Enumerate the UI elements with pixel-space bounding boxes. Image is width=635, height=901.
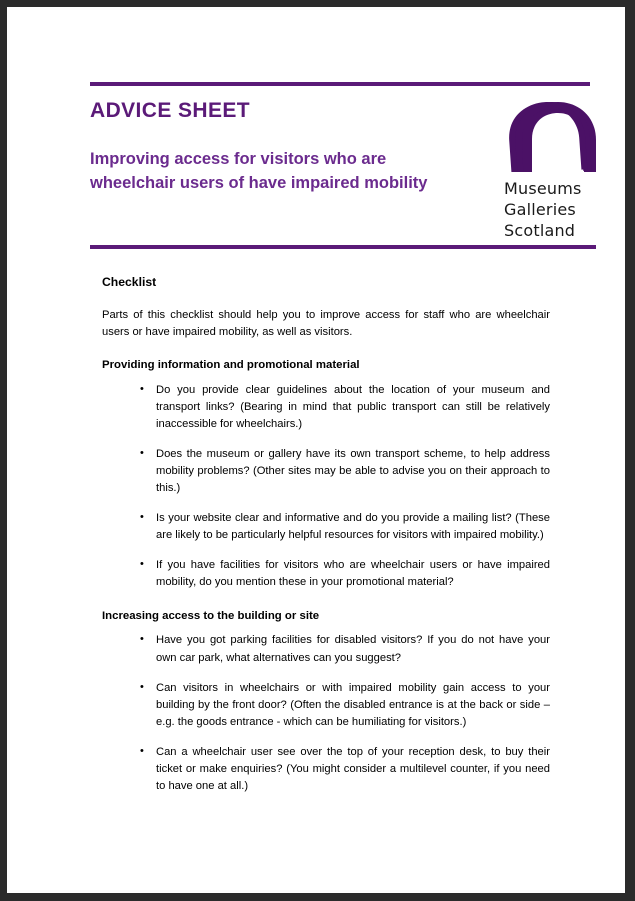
logo-line-galleries: Galleries xyxy=(504,200,576,220)
list-item: • Is your website clear and informative and do you provide a mailing list? (These are likely to be particularly helpful resources for visitors with impaired mobility.) xyxy=(140,510,550,544)
list-item: • Do you provide clear guidelines about the location of your museum and transport links? (Bearing in mind that public transport can still be relatively inaccessible for wheelchairs.) xyxy=(140,382,550,433)
organisation-logo xyxy=(502,100,606,241)
section-subheading-building-access: Increasing access to the building or site xyxy=(102,609,320,622)
document-header xyxy=(90,82,590,241)
header-rule-bottom xyxy=(90,245,596,249)
section-subheading-promotional: Providing information and promotional material xyxy=(102,358,360,371)
checklist-heading: Checklist xyxy=(102,275,157,289)
list-item: • If you have facilities for visitors who are wheelchair users or have impaired mobility, do you mention these in your promotional material? xyxy=(140,557,550,591)
logo-line-museums: Museums xyxy=(504,179,582,198)
logo-line-scotland: Scotland xyxy=(504,221,576,241)
page-kicker: ADVICE SHEET xyxy=(90,99,250,122)
document-page xyxy=(7,7,625,893)
list-item: • Have you got parking facilities for disabled visitors? If you do not have your own car park, what alternatives can you suggest? xyxy=(140,632,550,666)
checklist-group-promotional xyxy=(102,382,550,591)
list-item: • Can visitors in wheelchairs or with impaired mobility gain access to your building by the front door? (Often the disabled entrance is at the back or side – e.g. the goods entrance - which can be humiliating for visitors.) xyxy=(140,680,550,731)
list-item: • Can a wheelchair user see over the top of your reception desk, to buy their ticket or make enquiries? (You might consider a multilevel counter, if you need to have one at all.) xyxy=(140,744,550,795)
page-title: Improving access for visitors who are wheelchair users of have impaired mobility xyxy=(90,150,428,192)
list-item: • Does the museum or gallery have its own transport scheme, to help address mobility problems? (Other sites may be able to advise you on their approach to this.) xyxy=(140,446,550,497)
checklist-intro: Parts of this checklist should help you to improve access for staff who are wheelchair users or have impaired mobility, as well as visitors. xyxy=(102,308,550,338)
header-text-block xyxy=(90,86,490,195)
arches-icon xyxy=(502,100,602,172)
section-spacer xyxy=(102,597,550,609)
document-body xyxy=(102,275,550,801)
logo-wordmark xyxy=(502,178,606,241)
checklist-group-building-access xyxy=(102,632,550,794)
header-row xyxy=(90,86,590,241)
